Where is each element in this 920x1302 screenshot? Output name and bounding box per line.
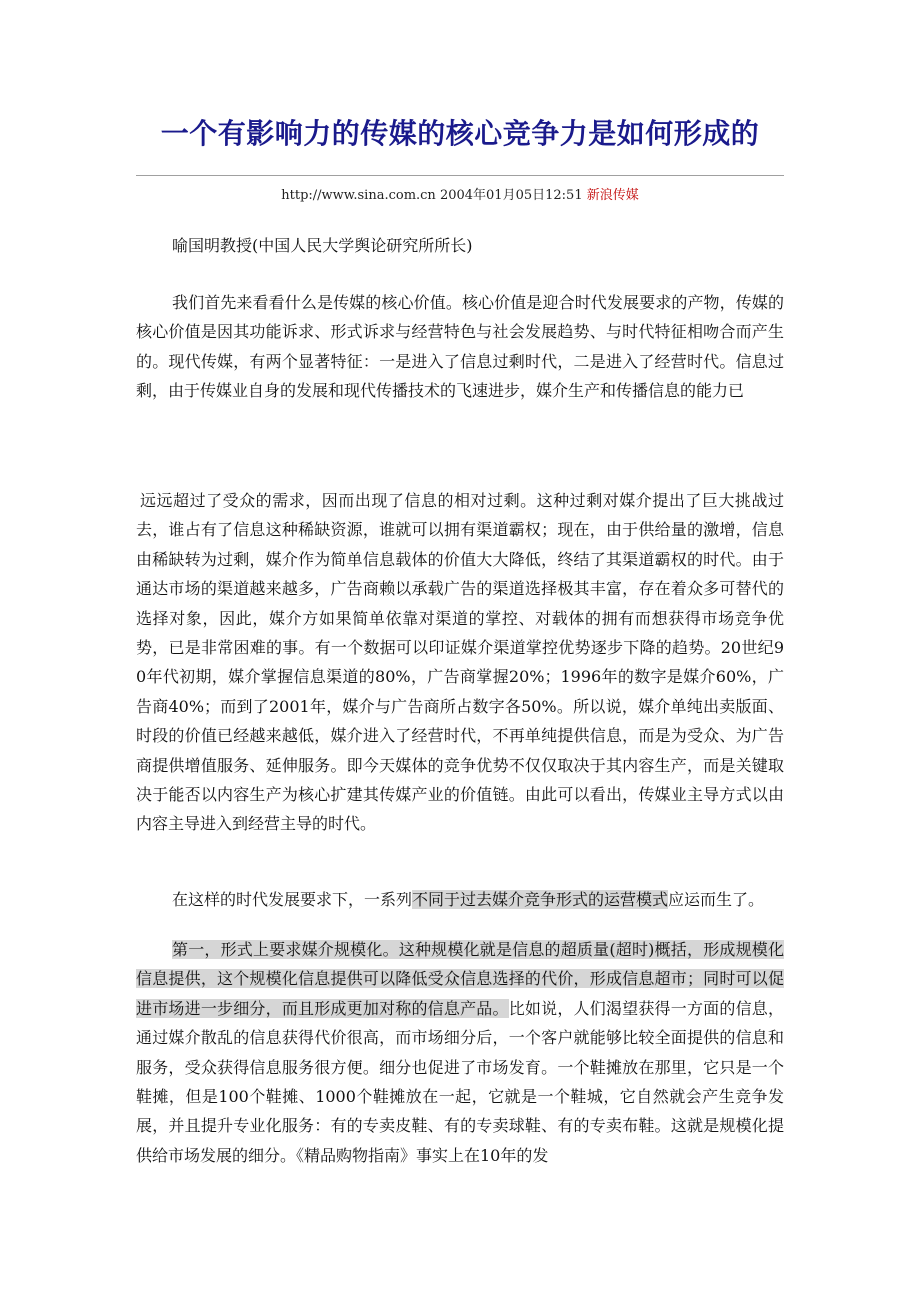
paragraph-2: 远远超过了受众的需求，因而出现了信息的相对过剩。这种过剩对媒介提出了巨大挑战过去，谁占有了信息这种稀缺资源，谁就可以拥有渠道霸权；现在，由于供给量的激增，信息由稀缺转为过剩，媒介作为简单信息载体的价值大大降低，终结了其渠道霸权的时代。由于通达市场的渠道越来越多，广告商赖以承载广告的渠道选择极其丰富，存在着众多可替代的选择对象，因此，媒介方如果简单依靠对渠道的掌控、对载体的拥有而想获得市场竞争优势，已是非常困难的事。有一个数据可以印证媒介渠道掌控优势逐步下降的趋势。20世纪90年代初期，媒介掌握信息渠道的80%，广告商掌握20%；1996年的数字是媒介60%，广告商40%；而到了2001年，媒介与广告商所占数字各50%。所以说，媒介单纯出卖版面、时段的价值已经越来越低，媒介进入了经营时代，不再单纯提供信息，而是为受众、为广告商提供增值服务、延伸服务。即今天媒体的竞争优势不仅仅取决于其内容生产，而是关键取决于能否以内容生产为核心扩建其传媒产业的价值链。由此可以看出，传媒业主导方式以由内容主导进入到经营主导的时代。 [136, 491, 784, 834]
article-meta [136, 186, 784, 206]
paragraph-3 [136, 885, 784, 914]
article-author: 喻国明教授(中国人民大学舆论研究所所长) [172, 236, 473, 255]
paragraph-4-highlight: 第一，形式上要求媒介规模化。这种规模化就是信息的超质量(超时)概括，形成规模化信息提供，这个规模化信息提供可以降低受众信息选择的代价，形成信息超市；同时可以促进市场进一步细分，而且形成更加对称的信息产品。 [136, 940, 784, 1018]
meta-source[interactable]: 新浪传媒 [586, 188, 639, 203]
paragraph-3-before: 在这样的时代发展要求下，一系列 [172, 890, 413, 909]
paragraph-4 [136, 935, 784, 1170]
paragraph-3-highlight: 不同于过去媒介竞争形式的运营模式 [412, 890, 669, 909]
title-divider [136, 175, 784, 176]
paragraph-1: 我们首先来看看什么是传媒的核心价值。核心价值是迎合时代发展要求的产物，传媒的核心价值是因其功能诉求、形式诉求与经营特色与社会发展趋势、与时代特征相吻合而产生的。现代传媒，有两个显著特征：一是进入了信息过剩时代，二是进入了经营时代。信息过剩，由于传媒业自身的发展和现代传播技术的飞速进步，媒介生产和传播信息的能力已 [136, 293, 784, 401]
meta-url[interactable]: http://www.sina.com.cn [281, 188, 436, 203]
paragraph-3-after: 应运而生了。 [668, 890, 765, 909]
meta-datetime: 2004年01月05日12:51 [439, 188, 583, 203]
article-title: 一个有影响力的传媒的核心竞争力是如何形成的 [160, 117, 760, 150]
paragraph-4-rest: 比如说，人们渴望获得一方面的信息，通过媒介散乱的信息获得代价很高，而市场细分后，一个客户就能够比较全面提供的信息和服务，受众获得信息服务很方便。细分也促进了市场发育。一个鞋摊放在那里，它只是一个鞋摊，但是100个鞋摊、1000个鞋摊放在一起，它就是一个鞋城，它自然就会产生竞争发展，并且提升专业化服务：有的专卖皮鞋、有的专卖球鞋、有的专卖布鞋。这就是规模化提供给市场发展的细分。《精品购物指南》事实上在10年的发 [136, 998, 784, 1165]
